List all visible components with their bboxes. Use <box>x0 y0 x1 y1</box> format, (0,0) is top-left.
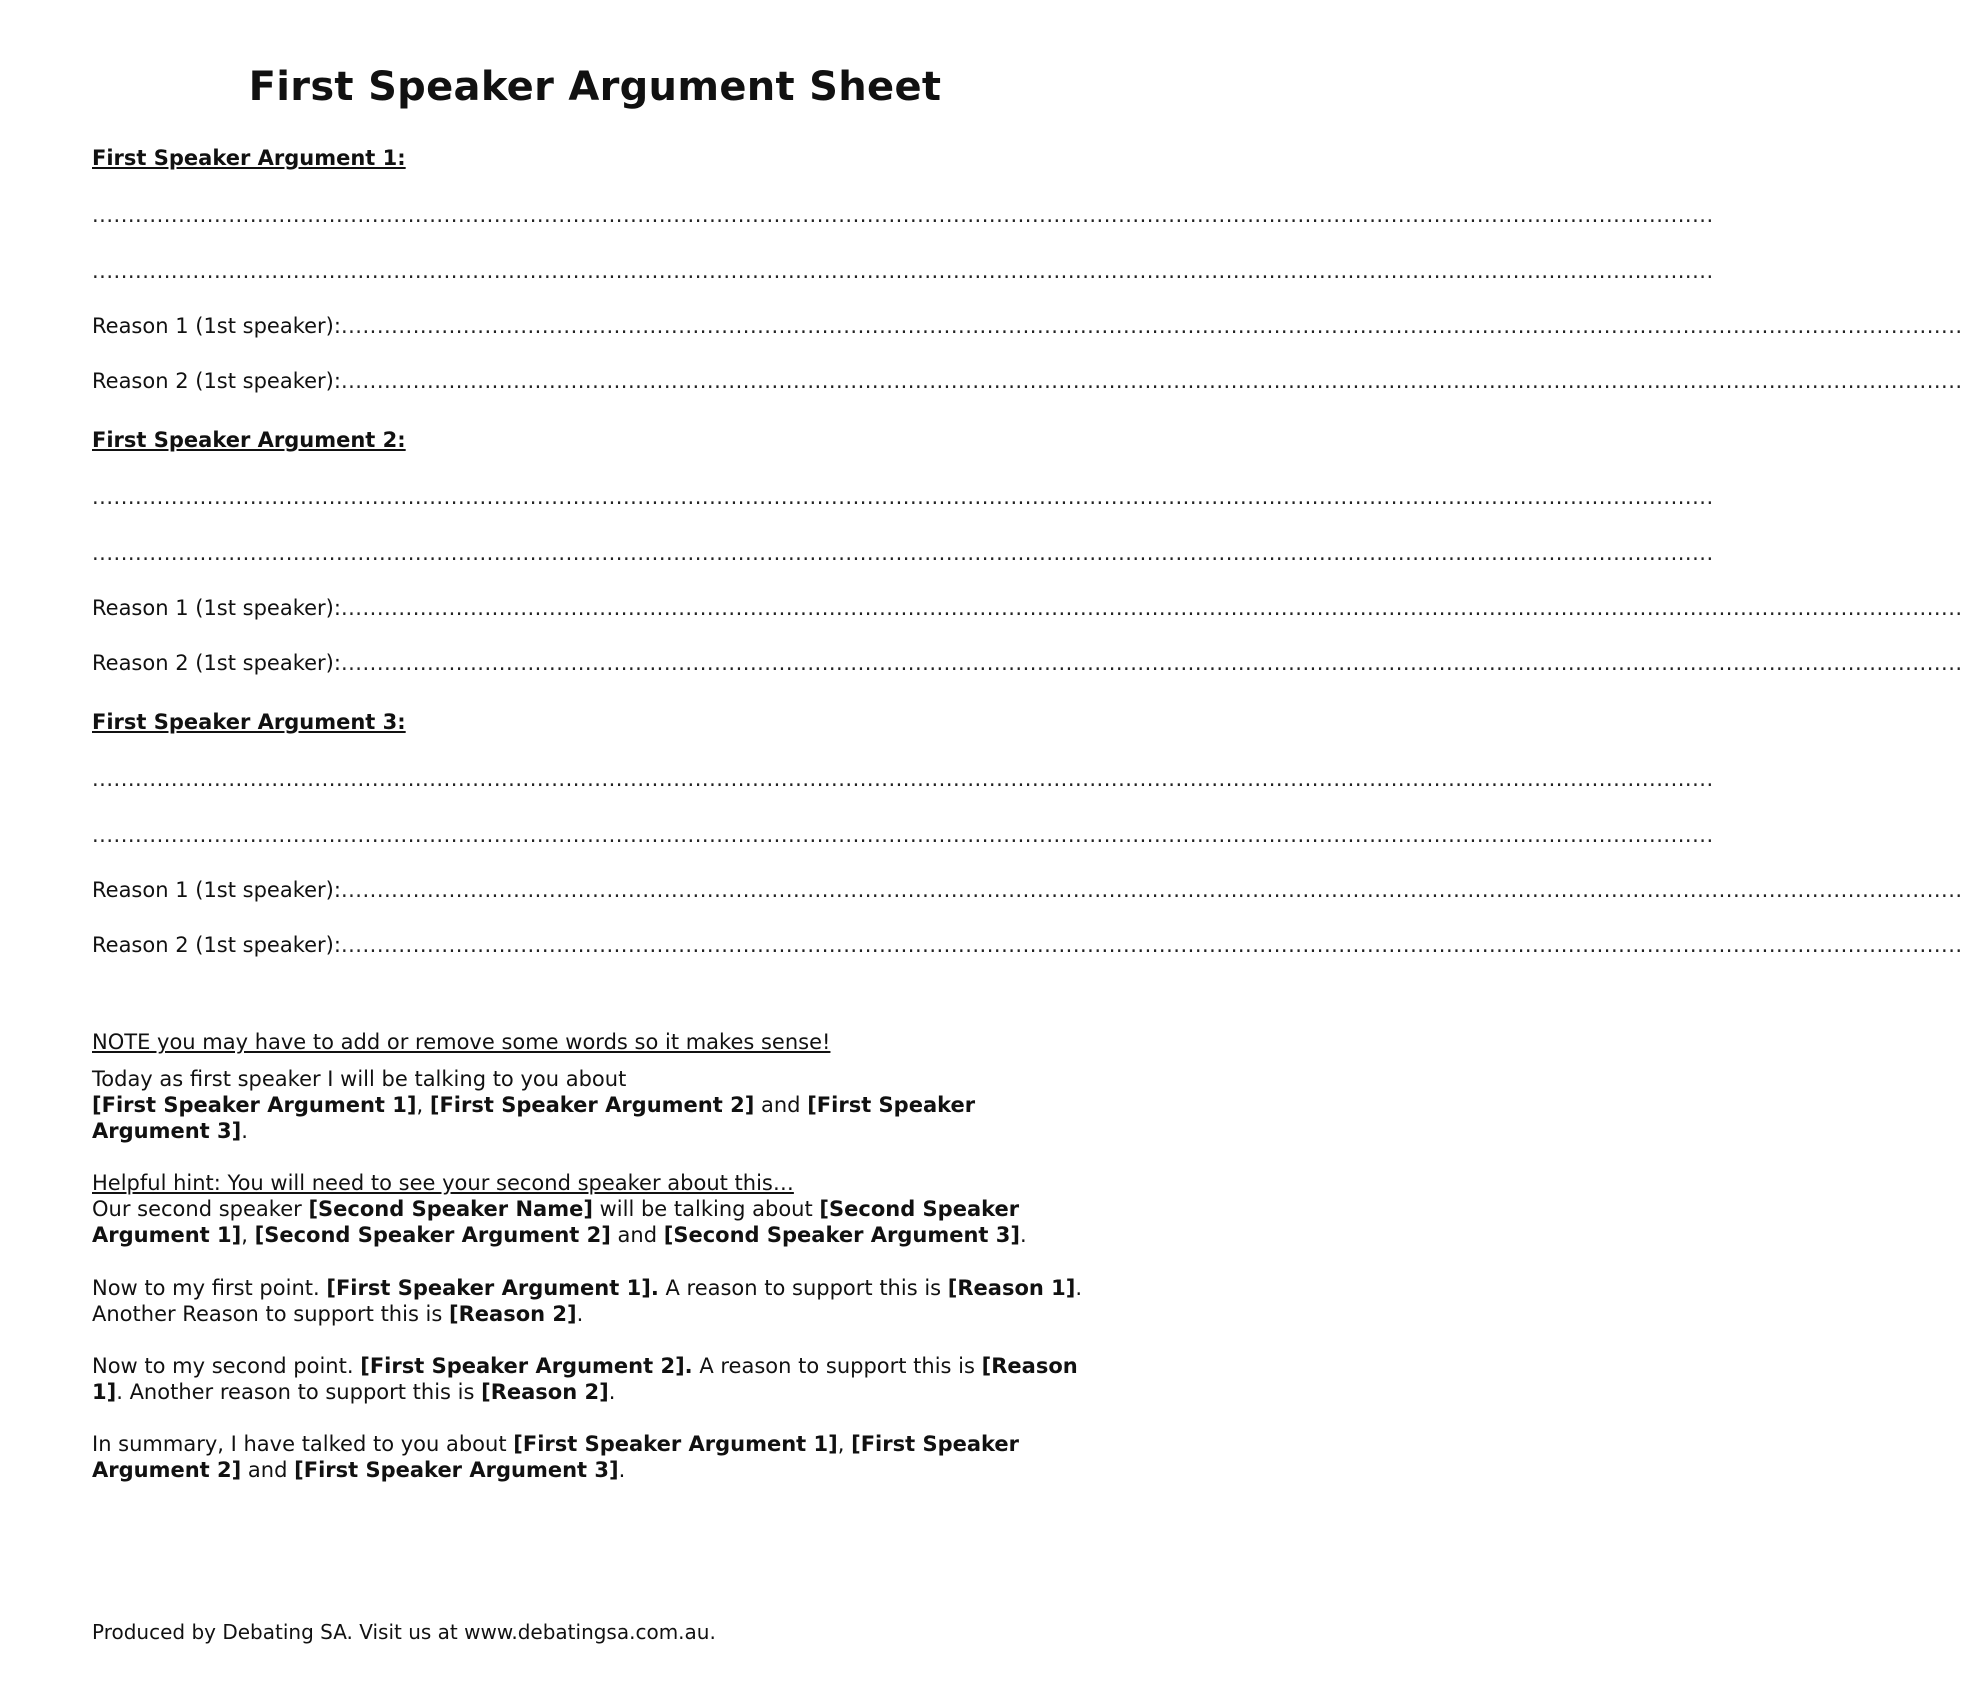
second-speaker-paragraph: Our second speaker [Second Speaker Name] will be talking about [Second Speaker Argument 1], [Second Speaker Argument 2] and [Second Speaker Argument 3]. <box>92 1197 1027 1247</box>
blank-line: .................................................................................................................................................................................................................................. <box>92 541 1714 565</box>
section-heading-2: First Speaker Argument 2: <box>92 428 406 452</box>
reason-1-line: Reason 1 (1st speaker):.................................................................................................................................................................................................................................. <box>92 596 1963 620</box>
blank-line: .................................................................................................................................................................................................................................. <box>92 259 1714 283</box>
reason-1-line: Reason 1 (1st speaker):.................................................................................................................................................................................................................................. <box>92 878 1963 902</box>
reason-2-line: Reason 2 (1st speaker):.................................................................................................................................................................................................................................. <box>92 933 1963 957</box>
document-page <box>92 0 1963 1698</box>
helpful-hint: Helpful hint: You will need to see your second speaker about this… <box>92 1171 794 1195</box>
blank-line: .................................................................................................................................................................................................................................. <box>92 767 1714 791</box>
section-heading-1: First Speaker Argument 1: <box>92 146 406 170</box>
reason-2-line: Reason 2 (1st speaker):.................................................................................................................................................................................................................................. <box>92 651 1963 675</box>
blank-line: .................................................................................................................................................................................................................................. <box>92 203 1714 227</box>
page-title: First Speaker Argument Sheet <box>248 64 942 110</box>
intro-paragraph: Today as first speaker I will be talking to you about [First Speaker Argument 1], [First Speaker Argument 2] and [First Speaker Argument 3]. <box>92 1067 976 1143</box>
section-heading-3: First Speaker Argument 3: <box>92 710 406 734</box>
reason-2-line: Reason 2 (1st speaker):.................................................................................................................................................................................................................................. <box>92 369 1963 393</box>
first-point-paragraph: Now to my first point. [First Speaker Argument 1]. A reason to support this is [Reason 1]. Another Reason to support this is [Reason 2]. <box>92 1276 1083 1326</box>
blank-line: .................................................................................................................................................................................................................................. <box>92 823 1714 847</box>
note-text: NOTE you may have to add or remove some words so it makes sense! <box>92 1030 831 1054</box>
second-point-paragraph: Now to my second point. [First Speaker Argument 2]. A reason to support this is [Reason 1]. Another reason to support this is [Reason 2]. <box>92 1354 1078 1404</box>
reason-1-line: Reason 1 (1st speaker):.................................................................................................................................................................................................................................. <box>92 314 1963 338</box>
footer-text: Produced by Debating SA. Visit us at www.debatingsa.com.au. <box>92 1620 716 1644</box>
blank-line: .................................................................................................................................................................................................................................. <box>92 485 1714 509</box>
summary-paragraph: In summary, I have talked to you about [First Speaker Argument 1], [First Speaker Argument 2] and [First Speaker Argument 3]. <box>92 1432 1020 1482</box>
